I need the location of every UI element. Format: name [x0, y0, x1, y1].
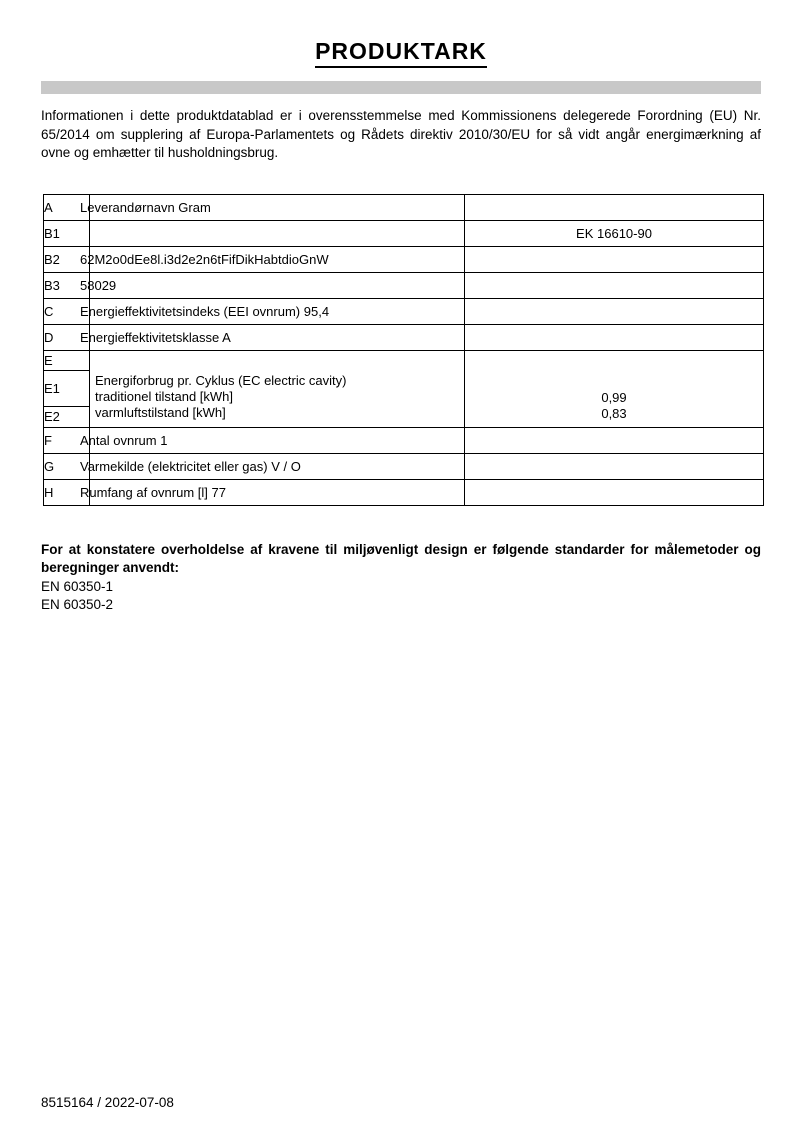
row-code: G	[44, 453, 90, 479]
row-value	[465, 246, 764, 272]
e-value-traditionel: 0,99	[601, 390, 627, 405]
row-value	[465, 194, 764, 220]
standard-item: EN 60350-1	[41, 578, 114, 594]
row-code: E	[44, 350, 90, 370]
row-code: E2	[44, 406, 90, 427]
row-label-cell	[80, 453, 465, 479]
row-label: Varmekilde (elektricitet eller gas) V / O	[80, 458, 301, 474]
row-label-cell	[90, 220, 465, 246]
e-block-label-cell	[90, 350, 465, 427]
e-label-line-2: traditionel tilstand [kWh]	[95, 389, 234, 404]
row-label-cell	[80, 194, 465, 220]
row-label-cell	[80, 479, 465, 505]
table-row-c	[44, 298, 764, 324]
row-label: Energieffektivitetsklasse A	[80, 329, 231, 345]
row-value	[465, 427, 764, 453]
e-label-line-1: Energiforbrug pr. Cyklus (EC electric cavity)	[95, 373, 347, 388]
row-code: E1	[44, 370, 90, 406]
row-code: B3	[44, 272, 90, 298]
row-label-cell	[80, 246, 465, 272]
table-row-d	[44, 324, 764, 350]
standards-section	[41, 541, 761, 615]
table-row-b2	[44, 246, 764, 272]
product-data-table	[43, 194, 764, 506]
row-code: C	[44, 298, 90, 324]
title-divider-bar	[41, 81, 761, 94]
table-row-a	[44, 194, 764, 220]
table-row-f	[44, 427, 764, 453]
e-label-line-3: varmluftstilstand [kWh]	[95, 405, 226, 420]
row-code: D	[44, 324, 90, 350]
row-label-cell	[80, 324, 465, 350]
table-row-b3	[44, 272, 764, 298]
row-label: 58029	[80, 277, 117, 293]
row-value	[465, 298, 764, 324]
row-label-cell	[80, 272, 465, 298]
table-row-g	[44, 453, 764, 479]
row-label: Energieffektivitetsindeks (EEI ovnrum) 95,4	[80, 303, 330, 319]
row-label-overlapped-text: 62M2o0dEe8l.i3d2e2n6tFifDikHabtdioGnW	[80, 251, 329, 267]
page-title	[0, 38, 802, 68]
row-code: A	[44, 194, 90, 220]
table-row-h	[44, 479, 764, 505]
row-label: Antal ovnrum 1	[80, 432, 168, 448]
e-value-varmluft: 0,83	[601, 406, 627, 421]
row-code: B1	[44, 220, 90, 246]
row-label-cell	[80, 298, 465, 324]
table-row-b1	[44, 220, 764, 246]
table-row-e	[44, 350, 764, 370]
row-value: EK 16610-90	[465, 220, 764, 246]
row-label-cell	[80, 427, 465, 453]
row-code: H	[44, 479, 90, 505]
row-label: Rumfang af ovnrum [l] 77	[80, 484, 226, 500]
row-value	[465, 324, 764, 350]
standards-heading: For at konstatere overholdelse af kravene til miljøvenligt design er følgende standarder for målemetoder og beregninger anvendt:	[41, 541, 761, 575]
row-value	[465, 479, 764, 505]
row-code: B2	[44, 246, 90, 272]
row-code: F	[44, 427, 90, 453]
row-label: Leverandørnavn Gram	[80, 199, 211, 215]
standard-item: EN 60350-2	[41, 597, 114, 612]
e-block-values	[465, 355, 763, 422]
e-block-value-cell	[465, 350, 764, 427]
row-value	[465, 453, 764, 479]
document-footer: 8515164 / 2022-07-08	[41, 1095, 174, 1110]
page-title-text: PRODUKTARK	[315, 38, 487, 68]
e-block-label-lines	[90, 356, 464, 421]
row-value	[465, 272, 764, 298]
intro-paragraph: Informationen i dette produktdatablad er i overensstemmelse med Kommissionens delegerede Forordning (EU) Nr. 65/2014 om supplering af Europa-Parlamentets og Rådets direktiv 2010/30/EU for så vidt angår energimærkning af ovne og emhætter til husholdningsbrug.	[41, 108, 761, 160]
